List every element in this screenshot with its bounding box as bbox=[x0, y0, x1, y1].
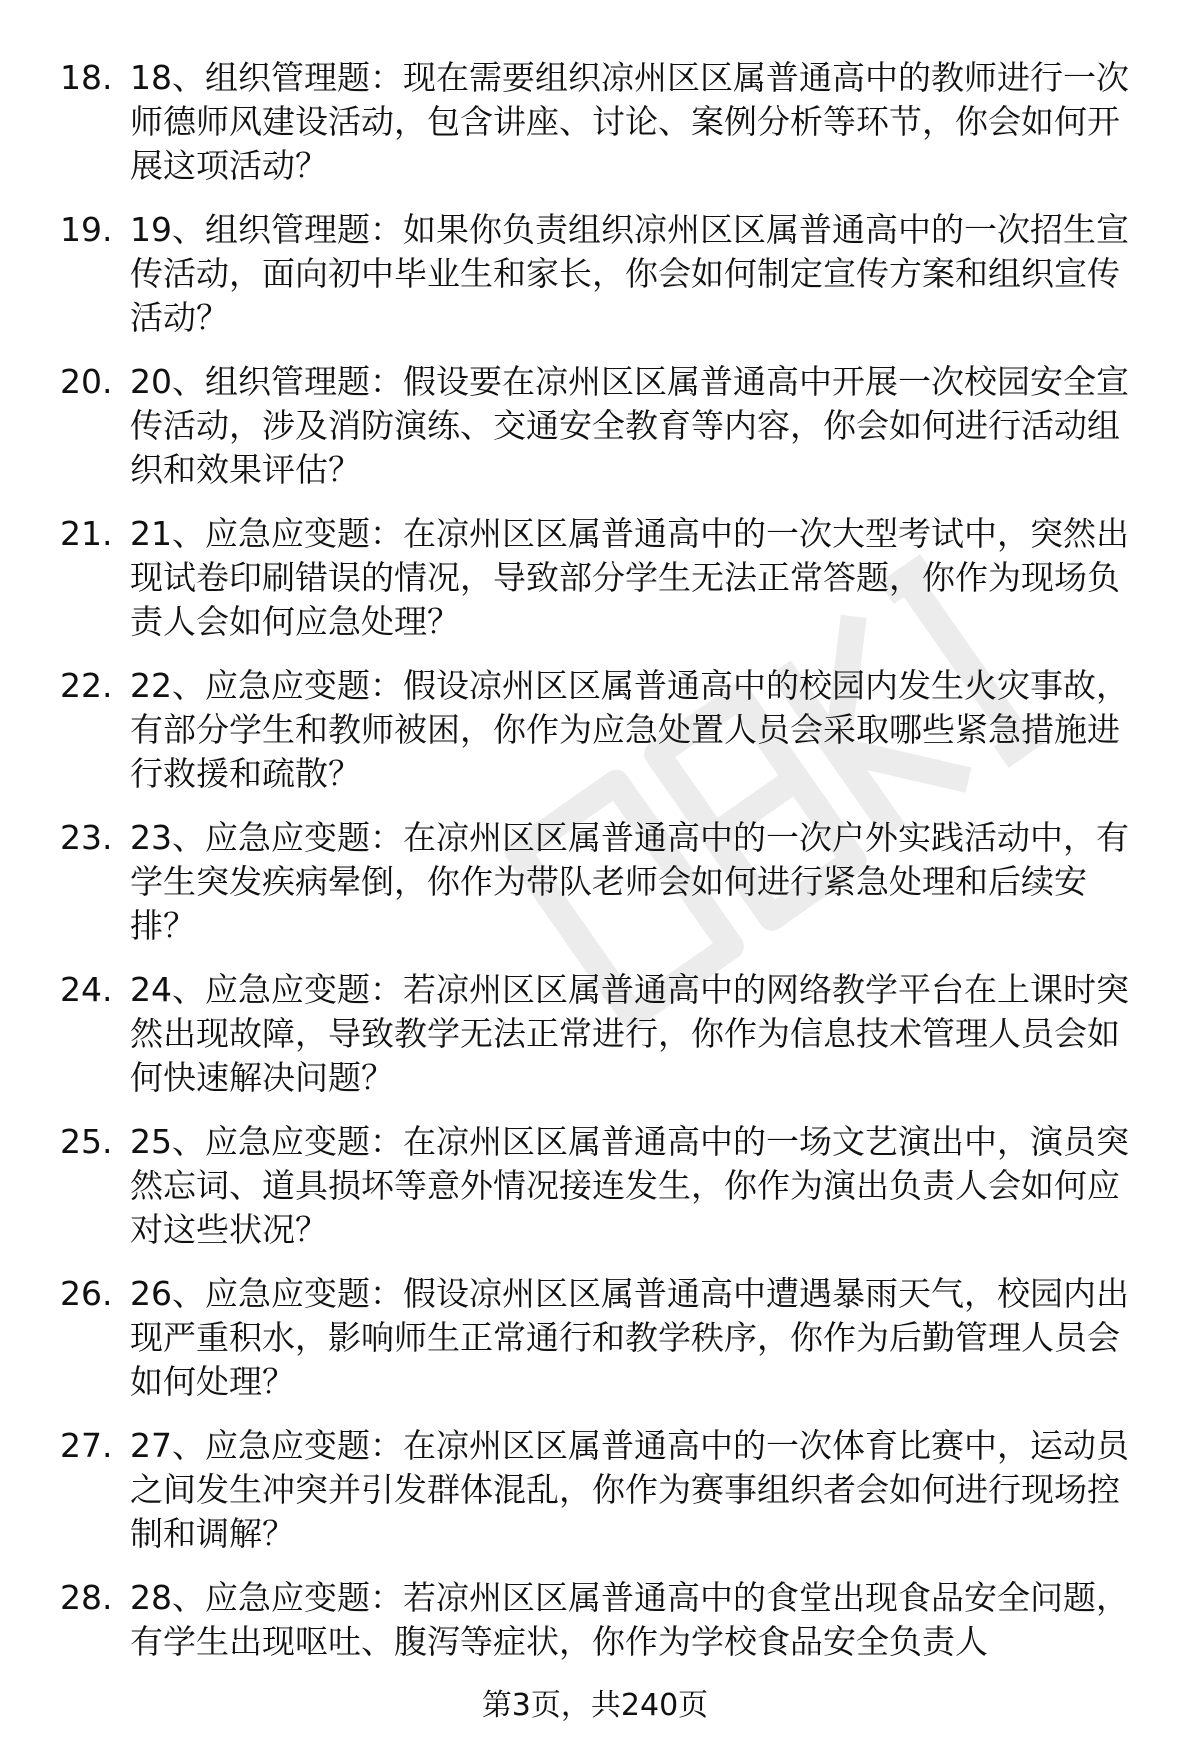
list-item bbox=[60, 1424, 1150, 1576]
question-text: 21、应急应变题：在凉州区区属普通高中的一次大型考试中，突然出现试卷印刷错误的情况，导致部分学生无法正常答题，你作为现场负责人会如何应急处理？ bbox=[130, 514, 1129, 641]
question-text: 20、组织管理题：假设要在凉州区区属普通高中开展一次校园安全宣传活动，涉及消防演练、交通安全教育等内容，你会如何进行活动组织和效果评估？ bbox=[130, 362, 1129, 489]
question-number: 20. bbox=[60, 362, 113, 401]
list-item bbox=[60, 360, 1150, 512]
question-text: 22、应急应变题：假设凉州区区属普通高中的校园内发生火灾事故，有部分学生和教师被困，你作为应急处置人员会采取哪些紧急措施进行救援和疏散？ bbox=[130, 666, 1129, 793]
question-number: 21. bbox=[60, 514, 113, 553]
list-item bbox=[60, 664, 1150, 816]
question-text: 25、应急应变题：在凉州区区属普通高中的一场文艺演出中，演员突然忘词、道具损坏等意外情况接连发生，你作为演出负责人会如何应对这些状况？ bbox=[130, 1122, 1129, 1249]
list-item bbox=[60, 208, 1150, 360]
question-number: 19. bbox=[60, 210, 113, 249]
question-number: 24. bbox=[60, 970, 113, 1009]
page-number: 第3页，共240页 bbox=[481, 1688, 709, 1723]
question-number: 27. bbox=[60, 1426, 113, 1465]
question-number: 18. bbox=[60, 58, 113, 97]
question-text: 24、应急应变题：若凉州区区属普通高中的网络教学平台在上课时突然出现故障，导致教学无法正常进行，你作为信息技术管理人员会如何快速解决问题？ bbox=[130, 970, 1129, 1097]
question-number: 26. bbox=[60, 1274, 113, 1313]
question-text: 19、组织管理题：如果你负责组织凉州区区属普通高中的一次招生宣传活动，面向初中毕业生和家长，你会如何制定宣传方案和组织宣传活动？ bbox=[130, 210, 1129, 337]
question-text: 23、应急应变题：在凉州区区属普通高中的一次户外实践活动中，有学生突发疾病晕倒，你作为带队老师会如何进行紧急处理和后续安排？ bbox=[130, 818, 1129, 945]
question-text: 26、应急应变题：假设凉州区区属普通高中遭遇暴雨天气，校园内出现严重积水，影响师生正常通行和教学秩序，你作为后勤管理人员会如何处理？ bbox=[130, 1274, 1129, 1401]
question-number: 22. bbox=[60, 666, 113, 705]
list-item bbox=[60, 56, 1150, 208]
list-item bbox=[60, 968, 1150, 1120]
list-item bbox=[60, 1272, 1150, 1424]
question-number: 25. bbox=[60, 1122, 113, 1161]
list-item bbox=[60, 1120, 1150, 1272]
list-item bbox=[60, 816, 1150, 968]
question-list bbox=[60, 56, 1150, 1728]
question-text: 28、应急应变题：若凉州区区属普通高中的食堂出现食品安全问题，有学生出现呕吐、腹泻等症状，你作为学校食品安全负责人 bbox=[130, 1578, 1129, 1661]
question-number: 28. bbox=[60, 1578, 113, 1617]
question-text: 27、应急应变题：在凉州区区属普通高中的一次体育比赛中，运动员之间发生冲突并引发群体混乱，你作为赛事组织者会如何进行现场控制和调解？ bbox=[130, 1426, 1129, 1553]
question-text: 18、组织管理题：现在需要组织凉州区区属普通高中的教师进行一次师德师风建设活动，包含讲座、讨论、案例分析等环节，你会如何开展这项活动？ bbox=[130, 58, 1129, 185]
list-item bbox=[60, 512, 1150, 664]
question-number: 23. bbox=[60, 818, 113, 857]
